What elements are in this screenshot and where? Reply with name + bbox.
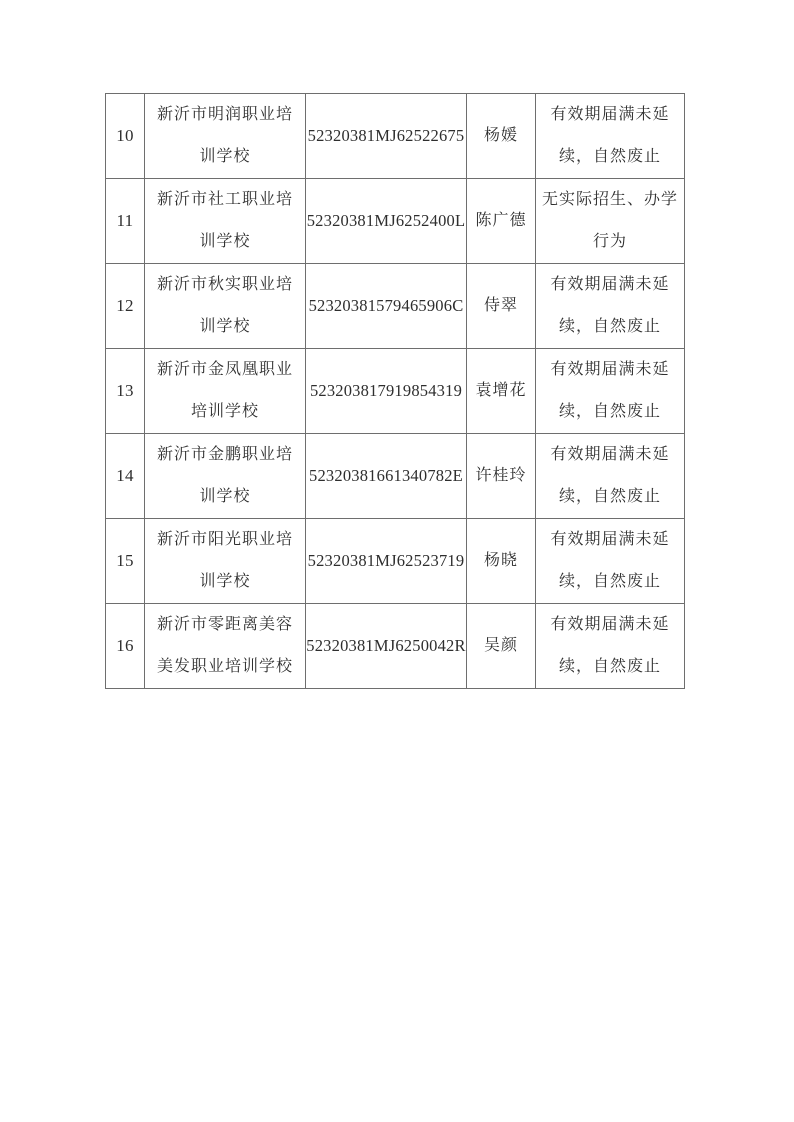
table-row (106, 519, 685, 604)
status-text: 有效期届满未延续，自然废止 (550, 106, 670, 165)
cell-school-name (145, 349, 306, 434)
cell-credit-code (306, 264, 467, 349)
school-name-text: 新沂市阳光职业培训学校 (156, 531, 293, 590)
cell-status (536, 94, 685, 179)
person-name-text: 陈广德 (475, 212, 527, 229)
cell-school-name (145, 519, 306, 604)
credit-code-text: 52320381MJ62522675 (307, 126, 465, 145)
status-text: 无实际招生、办学行为 (541, 191, 678, 250)
cell-status (536, 604, 685, 689)
cell-person-name (467, 179, 536, 264)
cell-row-number (106, 349, 145, 434)
cell-credit-code (306, 604, 467, 689)
cell-credit-code (306, 519, 467, 604)
cell-person-name (467, 519, 536, 604)
cell-person-name (467, 434, 536, 519)
cell-credit-code (306, 179, 467, 264)
table-row (106, 349, 685, 434)
person-name-text: 杨媛 (483, 127, 518, 144)
credit-code-text: 523203817919854319 (309, 381, 463, 400)
cell-status (536, 349, 685, 434)
table-row (106, 604, 685, 689)
row-number-text: 12 (116, 296, 134, 315)
row-number-text: 15 (116, 551, 134, 570)
cell-person-name (467, 349, 536, 434)
cell-status (536, 519, 685, 604)
cell-row-number (106, 94, 145, 179)
credit-code-text: 52320381661340782E (309, 466, 463, 485)
table-row (106, 434, 685, 519)
status-text: 有效期届满未延续，自然废止 (550, 276, 670, 335)
school-name-text: 新沂市社工职业培训学校 (156, 191, 293, 250)
credit-code-text: 52320381MJ6252400L (306, 211, 466, 230)
status-text: 有效期届满未延续，自然废止 (550, 446, 670, 505)
school-name-text: 新沂市明润职业培训学校 (156, 106, 293, 165)
table-body (106, 94, 685, 689)
school-name-text: 新沂市秋实职业培训学校 (156, 276, 293, 335)
person-name-text: 许桂玲 (475, 467, 527, 484)
cell-person-name (467, 94, 536, 179)
status-text: 有效期届满未延续，自然废止 (550, 361, 670, 420)
cell-credit-code (306, 349, 467, 434)
cell-row-number (106, 179, 145, 264)
person-name-text: 杨晓 (483, 552, 518, 569)
school-name-text: 新沂市金鹏职业培训学校 (156, 446, 293, 505)
status-text: 有效期届满未延续，自然废止 (550, 616, 670, 675)
credit-code-text: 52320381MJ62523719 (307, 551, 465, 570)
cell-status (536, 264, 685, 349)
person-name-text: 袁增花 (475, 382, 527, 399)
cell-person-name (467, 264, 536, 349)
cell-row-number (106, 604, 145, 689)
row-number-text: 16 (116, 636, 134, 655)
cell-row-number (106, 264, 145, 349)
school-name-text: 新沂市金凤凰职业培训学校 (156, 361, 293, 420)
cell-row-number (106, 434, 145, 519)
cell-school-name (145, 264, 306, 349)
cell-credit-code (306, 94, 467, 179)
cell-status (536, 434, 685, 519)
cell-status (536, 179, 685, 264)
table-row (106, 179, 685, 264)
person-name-text: 吴颜 (483, 637, 518, 654)
cell-school-name (145, 604, 306, 689)
cell-school-name (145, 434, 306, 519)
status-text: 有效期届满未延续，自然废止 (550, 531, 670, 590)
cell-person-name (467, 604, 536, 689)
cell-credit-code (306, 434, 467, 519)
school-name-text: 新沂市零距离美容美发职业培训学校 (156, 616, 293, 675)
table-row (106, 264, 685, 349)
credit-code-text: 52320381MJ6250042R (306, 636, 466, 655)
credit-code-text: 52320381579465906C (308, 296, 464, 315)
cell-row-number (106, 519, 145, 604)
table-row (106, 94, 685, 179)
training-schools-table (105, 93, 685, 689)
cell-school-name (145, 94, 306, 179)
row-number-text: 10 (116, 126, 134, 145)
row-number-text: 14 (116, 466, 134, 485)
cell-school-name (145, 179, 306, 264)
row-number-text: 11 (116, 211, 134, 230)
row-number-text: 13 (116, 381, 134, 400)
person-name-text: 侍翠 (483, 297, 518, 314)
